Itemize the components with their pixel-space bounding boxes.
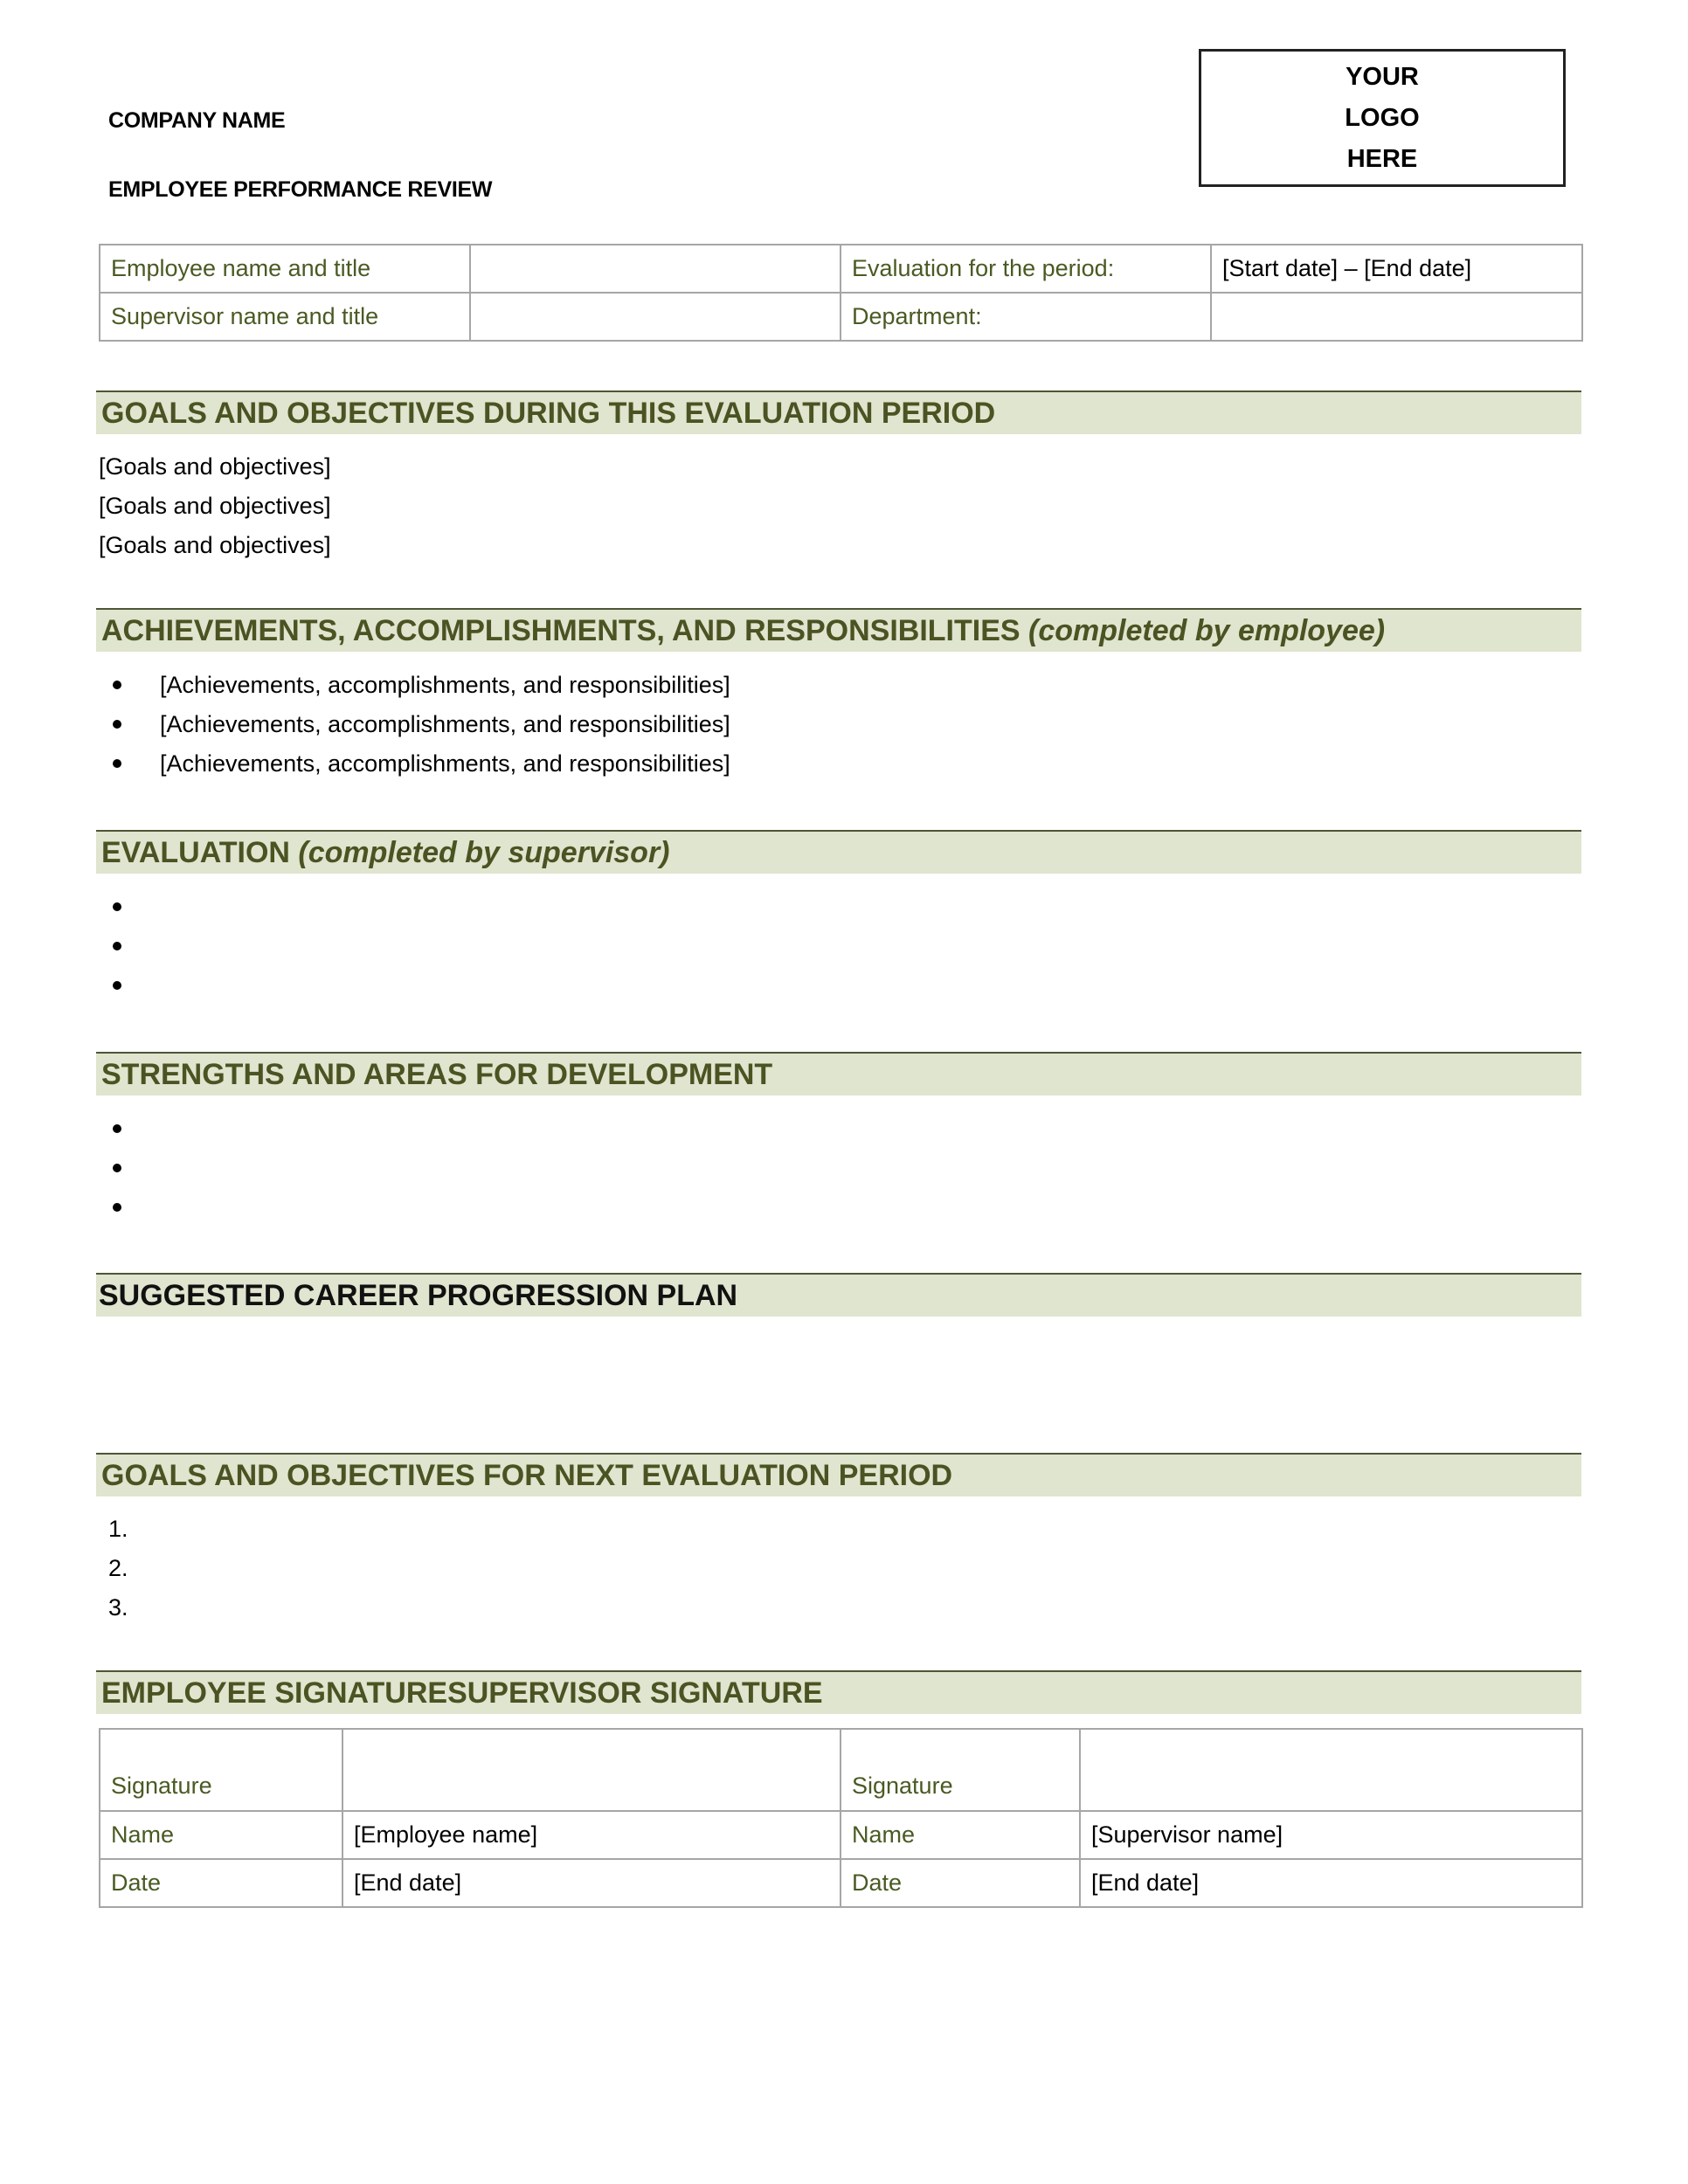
section-title: GOALS AND OBJECTIVES FOR NEXT EVALUATION PERIOD [101, 1459, 953, 1492]
list-item[interactable] [99, 666, 1497, 705]
department-field[interactable] [1211, 293, 1582, 341]
bullet-icon [113, 902, 121, 911]
achievements-list [99, 666, 1497, 784]
list-item-text: [Achievements, accomplishments, and responsibilities] [160, 672, 730, 698]
logo-line: LOGO [1345, 103, 1420, 132]
section-goals-current-header [96, 390, 1581, 434]
supervisor-date-value[interactable]: [End date] [1080, 1859, 1582, 1907]
document-title: EMPLOYEE PERFORMANCE REVIEW [108, 177, 493, 202]
section-evaluation-header [96, 830, 1581, 874]
list-item[interactable] [99, 744, 1497, 784]
signature-table [99, 1728, 1583, 1908]
bullet-icon [113, 1203, 121, 1212]
table-row [100, 293, 1582, 341]
company-name: COMPANY NAME [108, 108, 286, 133]
list-item[interactable]: 2. [108, 1555, 128, 1581]
bullet-icon [113, 981, 121, 990]
section-achievements-header [96, 608, 1581, 652]
supervisor-name-label: Supervisor name and title [100, 293, 470, 341]
employee-signature-field[interactable] [342, 1729, 841, 1811]
goals-current-list [99, 447, 331, 565]
section-strengths-header [96, 1052, 1581, 1095]
supervisor-name-field[interactable] [470, 293, 841, 341]
employee-name-label: Employee name and title [100, 245, 470, 293]
section-signatures-header [96, 1670, 1581, 1714]
section-goals-next-header [96, 1453, 1581, 1496]
logo-placeholder [1199, 49, 1566, 187]
section-title: EVALUATION [101, 836, 290, 869]
employee-name-label: Name [100, 1811, 342, 1859]
bullet-icon [113, 681, 121, 689]
list-item-text: [Achievements, accomplishments, and responsibilities] [160, 711, 730, 737]
strengths-list [99, 1109, 1497, 1227]
evaluation-list [99, 888, 1497, 1006]
evaluation-period-label: Evaluation for the period: [841, 245, 1211, 293]
list-item[interactable]: [Goals and objectives] [99, 532, 331, 558]
employee-info-table [99, 244, 1583, 342]
list-item[interactable]: 3. [108, 1594, 128, 1621]
employee-date-value[interactable]: [End date] [342, 1859, 841, 1907]
list-item[interactable]: 1. [108, 1516, 128, 1542]
list-item[interactable]: [Goals and objectives] [99, 493, 331, 519]
section-career-header [96, 1273, 1581, 1317]
section-title: SUGGESTED CAREER PROGRESSION PLAN [99, 1279, 738, 1312]
employee-name-value[interactable]: [Employee name] [342, 1811, 841, 1859]
list-item[interactable] [99, 1188, 1497, 1227]
bullet-icon [113, 1164, 121, 1172]
list-item[interactable]: [Goals and objectives] [99, 453, 331, 480]
list-item[interactable] [99, 1149, 1497, 1188]
bullet-icon [113, 759, 121, 768]
table-row [100, 1859, 1582, 1907]
list-item[interactable] [99, 927, 1497, 966]
list-item[interactable] [99, 966, 1497, 1006]
bullet-icon [113, 1124, 121, 1133]
employee-date-label: Date [100, 1859, 342, 1907]
section-title: EMPLOYEE SIGNATURESUPERVISOR SIGNATURE [101, 1676, 823, 1710]
evaluation-period-field[interactable]: [Start date] – [End date] [1211, 245, 1582, 293]
table-row [100, 245, 1582, 293]
section-title-note: (completed by employee) [1028, 614, 1386, 647]
department-label: Department: [841, 293, 1211, 341]
table-row [100, 1729, 1582, 1811]
logo-line: HERE [1346, 144, 1418, 173]
supervisor-name-label: Name [841, 1811, 1080, 1859]
bullet-icon [113, 942, 121, 950]
section-title: STRENGTHS AND AREAS FOR DEVELOPMENT [101, 1058, 773, 1091]
section-title: GOALS AND OBJECTIVES DURING THIS EVALUATION PERIOD [101, 397, 996, 430]
table-row [100, 1811, 1582, 1859]
list-item[interactable] [99, 1109, 1497, 1149]
employee-signature-label: Signature [100, 1729, 342, 1811]
section-title: ACHIEVEMENTS, ACCOMPLISHMENTS, AND RESPONSIBILITIES [101, 614, 1020, 647]
career-plan-area[interactable] [99, 1319, 1581, 1441]
supervisor-name-value[interactable]: [Supervisor name] [1080, 1811, 1582, 1859]
employee-name-field[interactable] [470, 245, 841, 293]
supervisor-date-label: Date [841, 1859, 1080, 1907]
list-item-text: [Achievements, accomplishments, and responsibilities] [160, 750, 730, 777]
list-item[interactable] [99, 888, 1497, 927]
section-title-note: (completed by supervisor) [298, 836, 670, 869]
logo-line: YOUR [1346, 62, 1419, 91]
bullet-icon [113, 720, 121, 729]
supervisor-signature-field[interactable] [1080, 1729, 1582, 1811]
list-item[interactable] [99, 705, 1497, 744]
goals-next-list [96, 1510, 128, 1628]
supervisor-signature-label: Signature [841, 1729, 1080, 1811]
